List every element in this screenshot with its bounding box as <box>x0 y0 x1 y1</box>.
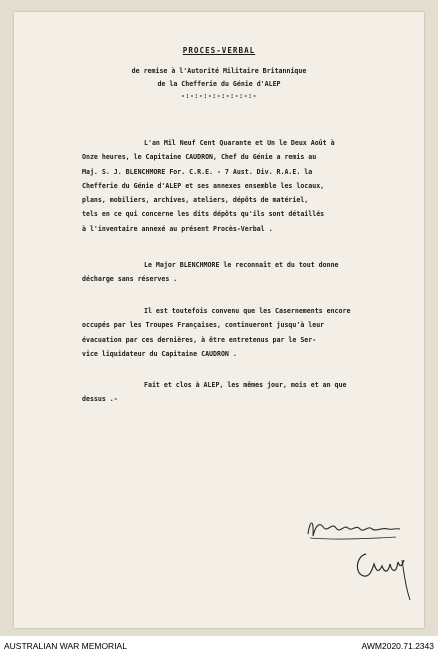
subtitle-line-1: de remise à l'Autorité Militaire Britannique <box>131 67 307 75</box>
paragraph-3 <box>82 304 412 361</box>
footer-accession-number: AWM2020.71.2343 <box>361 641 434 651</box>
text-line: décharge sans réserves . <box>82 275 178 284</box>
text-line: Il est toutefois convenu que les Casernements encore <box>144 307 351 315</box>
document-title: PROCES-VERBAL <box>182 46 256 55</box>
paragraph-2 <box>82 258 412 287</box>
footer-bar <box>0 640 438 653</box>
text-line: évacuation par ces dernières, à être entretenus par le Ser- <box>82 335 317 344</box>
footer-source: AUSTRALIAN WAR MEMORIAL <box>4 641 127 651</box>
paragraph-1 <box>82 136 412 236</box>
text-line: Chefferie du Génie d'ALEP et ses annexes ensemble les locaux, <box>82 181 325 190</box>
text-line: L'an Mil Neuf Cent Quarante et Un le Deux Août à <box>144 139 335 147</box>
paragraph-4 <box>82 378 412 407</box>
document-page <box>14 12 424 628</box>
text-line: tels en ce qui concerne les dits dépôts qu'ils sont détaillés <box>82 210 325 219</box>
text-line: occupés par les Troupes Françaises, continueront jusqu'à leur <box>82 321 325 330</box>
text-line: dessus .- <box>82 395 118 404</box>
handwritten-signature-blenchmore <box>304 514 404 545</box>
handwritten-signature-caudron <box>352 544 412 606</box>
subtitle-line-2: de la Chefferie du Génie d'ALEP <box>157 80 281 88</box>
text-line: à l'inventaire annexé au présent Procès-Verbal . <box>82 224 273 233</box>
text-line: vice liquidateur du Capitaine CAUDRON . <box>82 349 237 358</box>
text-line: Fait et clos à ALEP, les mêmes jour, mois et an que <box>144 381 347 389</box>
subtitle-ornament: -:-:-:-:-:-:-:-:- <box>181 92 257 100</box>
text-line: Maj. S. J. BLENCHMORE For. C.R.E. - 7 Aust. Div. R.A.E. la <box>82 167 313 176</box>
text-line: Onze heures, le Capitaine CAUDRON, Chef du Génie a remis au <box>82 153 317 162</box>
text-line: Le Major BLENCHMORE le reconnaît et du tout donne <box>144 261 339 269</box>
text-line: plans, mobiliers, archives, ateliers, dépôts de matériel, <box>82 196 309 205</box>
